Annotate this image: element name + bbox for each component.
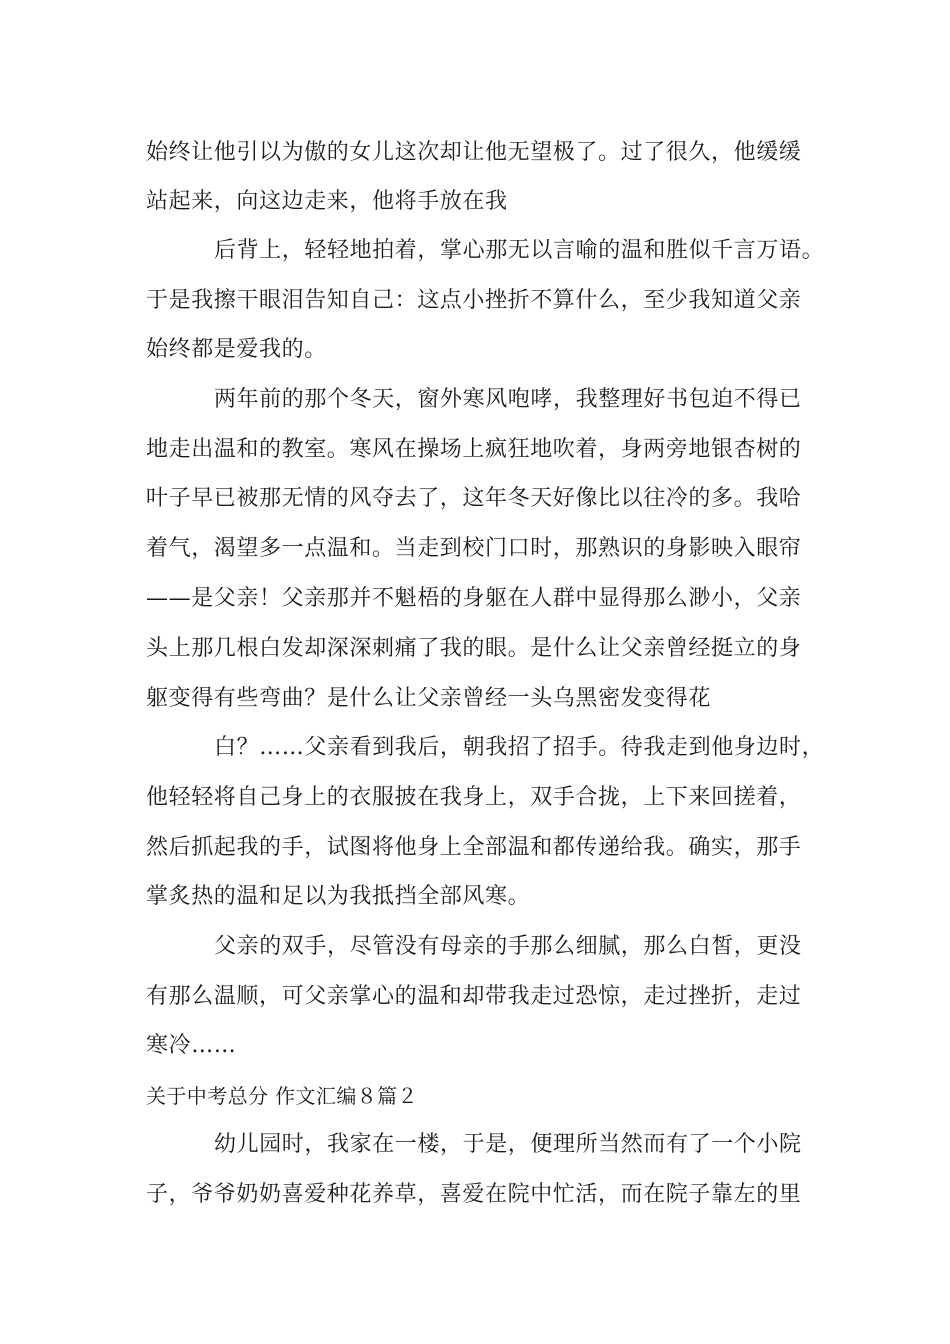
- text-line: ——是父亲！父亲那并不魁梧的身躯在人群中显得那么渺小，父亲: [146, 586, 802, 611]
- text-line: 然后抓起我的手，试图将他身上全部温和都传递给我。确实，那手: [146, 835, 802, 860]
- text-line: 白？……父亲看到我后，朝我招了招手。待我走到他身边时，: [214, 735, 825, 760]
- text-line: 两年前的那个冬天，窗外寒风咆哮，我整理好书包迫不得已: [214, 387, 802, 412]
- text-line: 躯变得有些弯曲？是什么让父亲曾经一头乌黑密发变得花: [146, 686, 712, 711]
- text-line: 寒冷……: [146, 1033, 237, 1058]
- text-line: 子，爷爷奶奶喜爱种花养草，喜爱在院中忙活，而在院子靠左的里: [146, 1182, 802, 1207]
- text-line: 后背上，轻轻地拍着，掌心那无以言喻的温和胜似千言万语。: [214, 238, 825, 263]
- text-line: 始终都是爱我的。: [146, 337, 327, 362]
- text-line: 始终让他引以为傲的女儿这次却让他无望极了。过了很久，他缓缓: [146, 140, 802, 165]
- section-heading: 关于中考总分 作文汇编８篇２: [146, 1084, 418, 1108]
- text-line: 地走出温和的教室。寒风在操场上疯狂地吹着，身两旁地银杏树的: [146, 437, 802, 462]
- text-line: 他轻轻将自己身上的衣服披在我身上，双手合拢，上下来回搓着，: [146, 785, 802, 810]
- text-line: 掌炙热的温和足以为我抵挡全部风寒。: [146, 884, 531, 909]
- text-line: 父亲的双手，尽管没有母亲的手那么细腻，那么白皙，更没: [214, 934, 802, 959]
- text-line: 幼儿园时，我家在一楼，于是，便理所当然而有了一个小院: [214, 1132, 802, 1157]
- text-line: 站起来，向这边走来，他将手放在我: [146, 189, 508, 214]
- text-line: 有那么温顺，可父亲掌心的温和却带我走过恐惊，走过挫折，走过: [146, 984, 802, 1009]
- text-line: 于是我擦干眼泪告知自己：这点小挫折不算什么，至少我知道父亲: [146, 288, 802, 313]
- text-line: 着气，渴望多一点温和。当走到校门口时，那熟识的身影映入眼帘: [146, 536, 802, 561]
- text-line: 叶子早已被那无情的风夺去了，这年冬天好像比以往冷的多。我哈: [146, 486, 802, 511]
- text-line: 头上那几根白发却深深刺痛了我的眼。是什么让父亲曾经挺立的身: [146, 636, 802, 661]
